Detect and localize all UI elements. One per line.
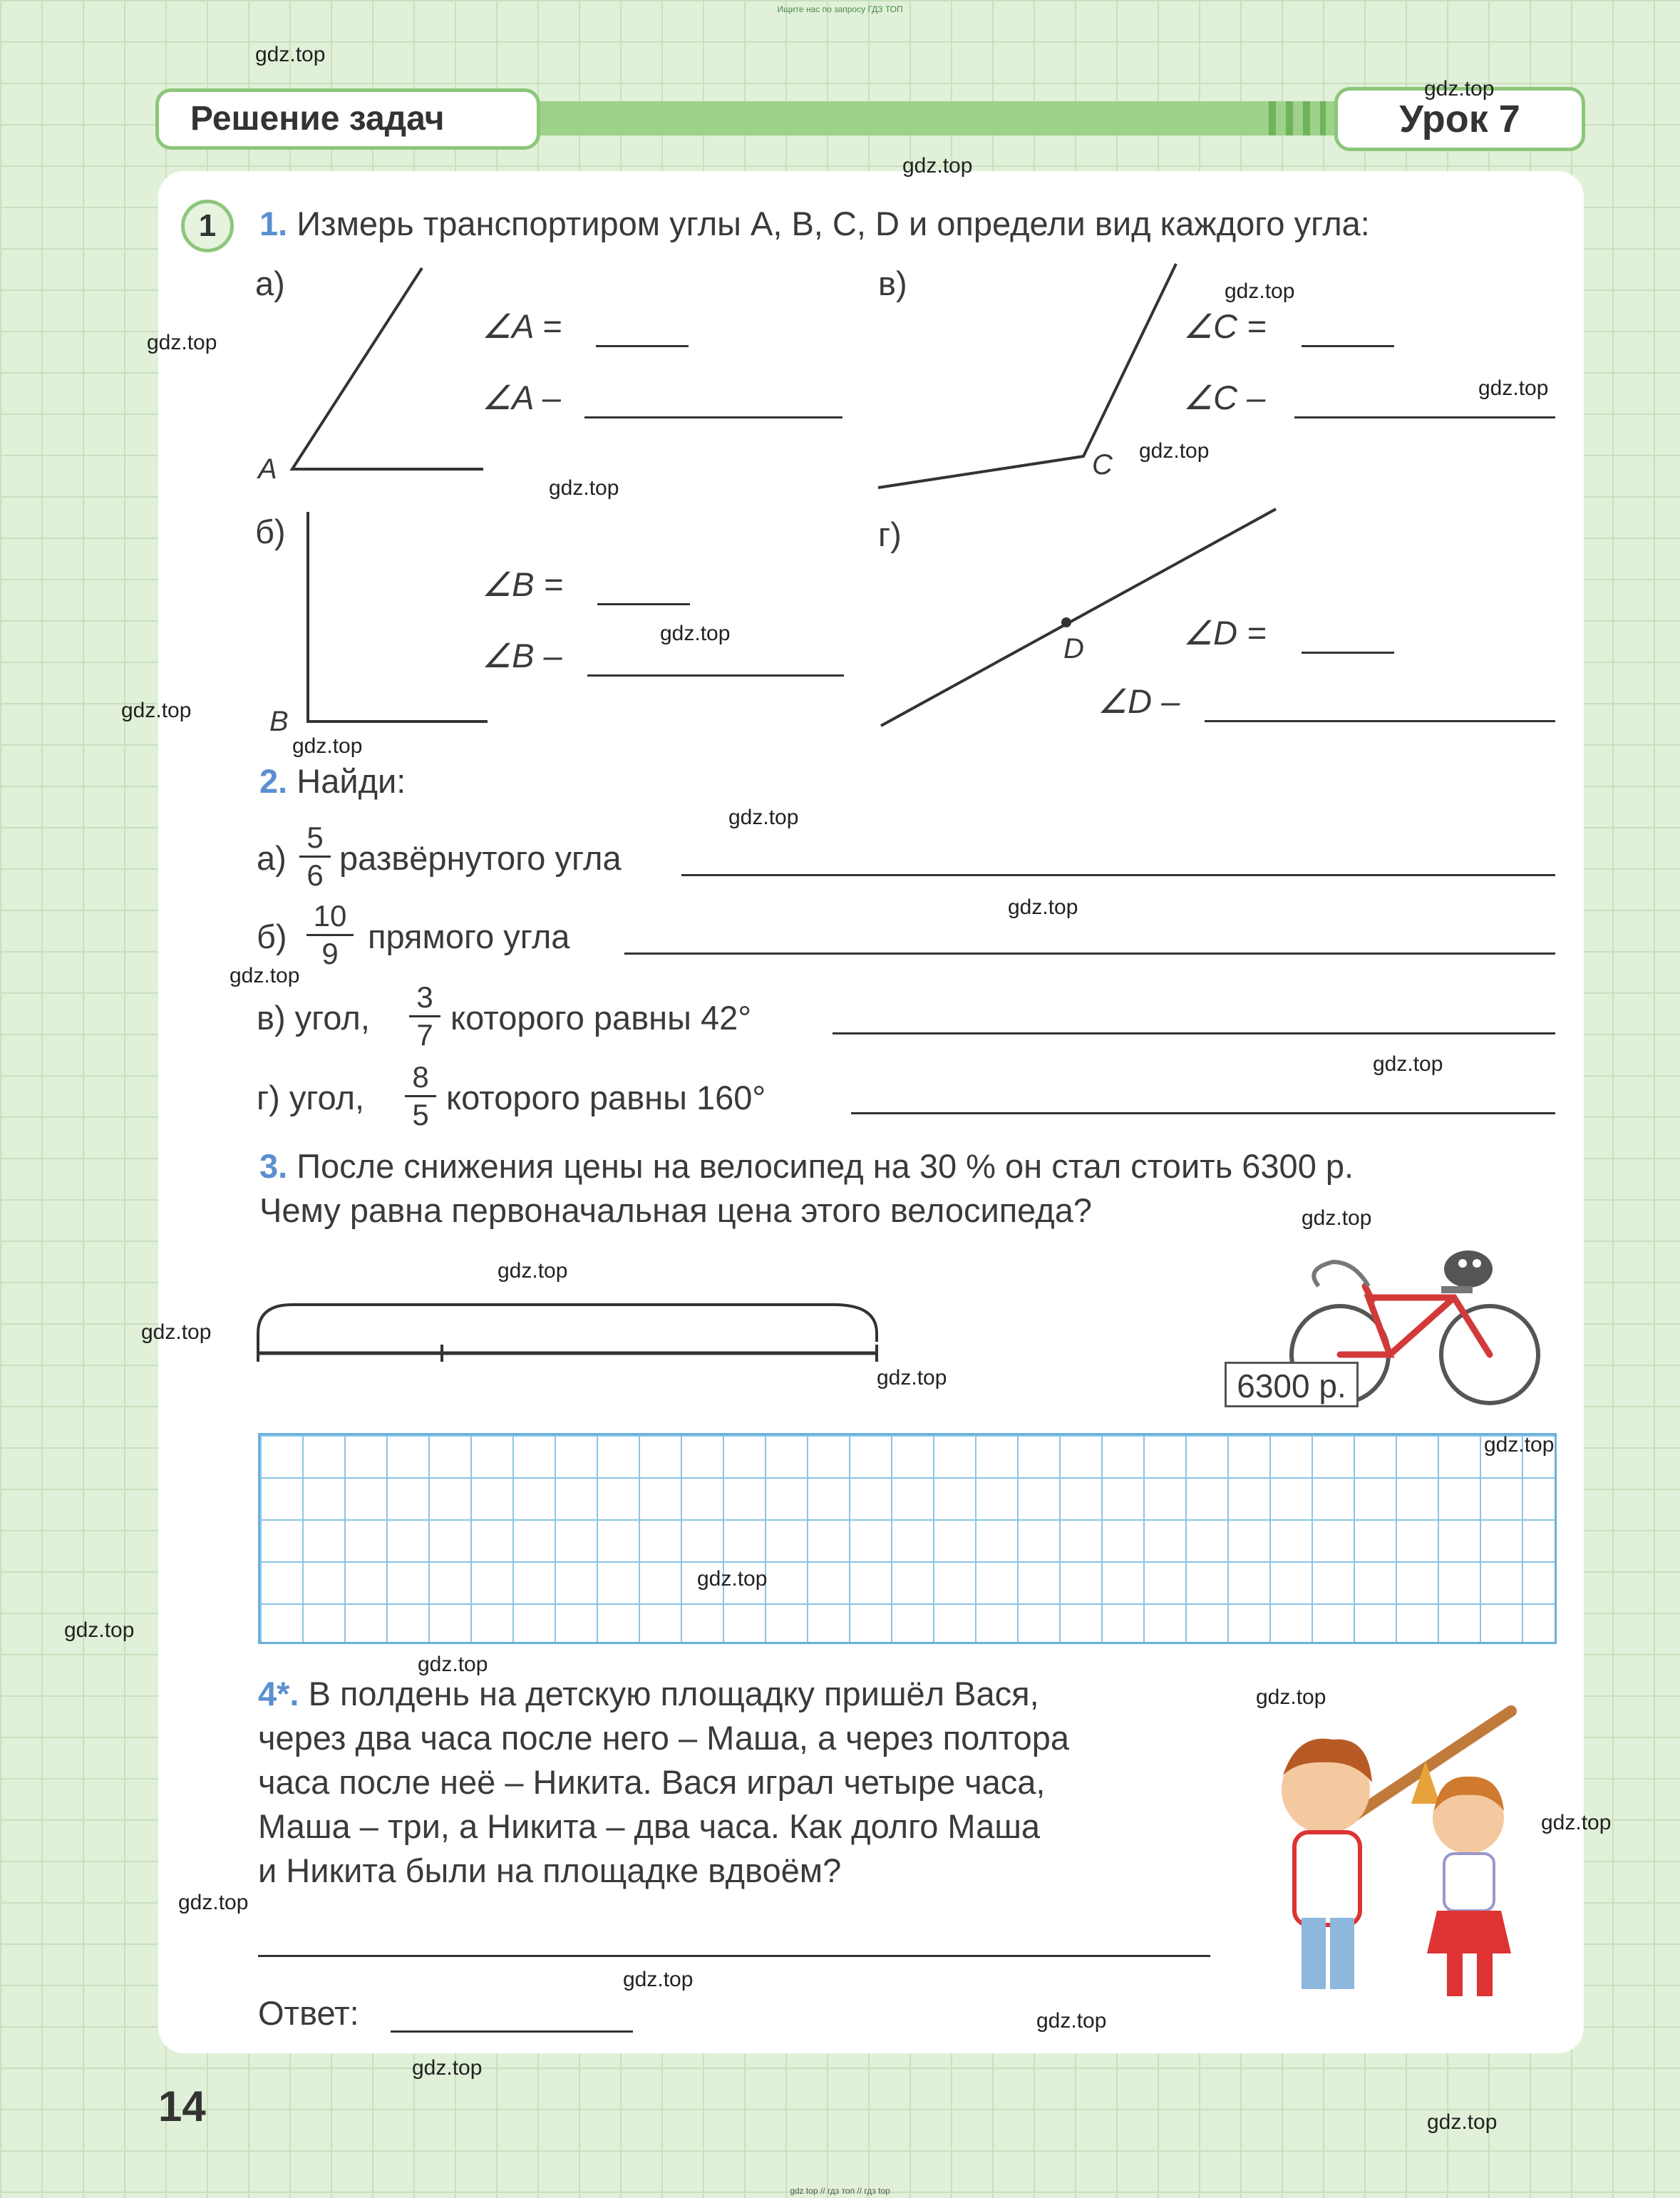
task2g-label: г) угол,	[257, 1079, 365, 1116]
watermark: gdz.top	[549, 476, 619, 500]
angle-c-kind: ∠C –	[1183, 379, 1266, 416]
page-number: 14	[158, 2083, 206, 2130]
watermark: gdz.top	[1424, 77, 1495, 101]
task2b-blank[interactable]	[624, 952, 1555, 955]
angle-b-measure-blank[interactable]	[597, 603, 690, 605]
part-v-label: в)	[878, 265, 907, 302]
task2v-den: 7	[416, 1018, 433, 1052]
angle-c-kind-blank[interactable]	[1294, 416, 1555, 418]
watermark: gdz.top	[877, 1366, 947, 1390]
watermark: gdz.top	[1484, 1433, 1555, 1457]
watermark: gdz.top	[1225, 279, 1295, 303]
angle-a-measure: ∠A =	[482, 307, 562, 345]
angle-d-kind: ∠D –	[1098, 682, 1180, 720]
watermark: gdz.top	[230, 964, 300, 987]
price-tag: 6300 р.	[1225, 1362, 1359, 1407]
watermark: gdz.top	[141, 1320, 212, 1344]
task3-line1	[259, 1146, 1354, 1186]
watermark: gdz.top	[902, 154, 973, 178]
segment-diagram	[249, 1298, 891, 1369]
task2v-label: в) угол,	[257, 999, 370, 1037]
task2b-den: 9	[321, 937, 339, 970]
vertex-d: D	[1063, 633, 1084, 664]
lesson-label: Урок 7	[1334, 87, 1585, 151]
watermark: gdz.top	[1008, 895, 1078, 919]
watermark: gdz.top	[178, 1891, 249, 1914]
watermark: gdz.top	[498, 1259, 568, 1283]
watermark: gdz.top	[292, 734, 363, 758]
task2v-fraction	[409, 981, 440, 1052]
part-a-label: а)	[255, 265, 285, 302]
task2b-text: прямого угла	[368, 918, 570, 955]
watermark: gdz.top	[1256, 1685, 1326, 1709]
watermark: gdz.top	[255, 43, 326, 66]
angle-c-measure: ∠C =	[1183, 307, 1267, 345]
angle-b-kind-blank[interactable]	[587, 674, 844, 677]
task2b-fraction	[306, 900, 354, 970]
vertex-b: B	[269, 706, 289, 737]
watermark: gdz.top	[1139, 439, 1210, 463]
vertex-a: A	[258, 453, 277, 485]
page-title: Решение задач	[155, 88, 540, 150]
angle-c-measure-blank[interactable]	[1302, 345, 1394, 347]
watermark: gdz.top	[660, 622, 731, 645]
angle-a-measure-blank[interactable]	[596, 345, 689, 347]
task2v-blank[interactable]	[833, 1032, 1555, 1034]
task3-text: После снижения цены на велосипед на 30 % он стал стоить 6300 р.	[297, 1147, 1354, 1185]
angle-d-kind-blank[interactable]	[1205, 720, 1555, 722]
task3-line2: Чему равна первоначальная цена этого велосипеда?	[259, 1191, 1092, 1229]
task2g-text: которого равны 160°	[446, 1079, 766, 1116]
task2v-num: 3	[416, 980, 433, 1014]
angle-a-kind: ∠A –	[482, 379, 561, 416]
task2a-text: развёрнутого угла	[339, 839, 622, 877]
watermark: gdz.top	[64, 1618, 135, 1642]
angles-drawing	[0, 0, 1680, 784]
watermark: gdz.top	[1373, 1052, 1443, 1076]
angle-b-kind: ∠B –	[482, 637, 562, 674]
watermark: gdz.top	[1541, 1811, 1612, 1834]
task4-number: 4*.	[258, 1675, 299, 1712]
angle-c-lines	[878, 264, 1176, 488]
task4-line3: часа после неё – Никита. Вася играл четыре часа,	[258, 1763, 1046, 1801]
task4-line2: через два часа после него – Маша, а через полтора	[258, 1719, 1070, 1757]
watermark: gdz.top	[418, 1653, 488, 1676]
watermark: gdz.top	[121, 699, 192, 722]
kids-illustration	[1254, 1697, 1568, 2010]
task4-line4: Маша – три, а Никита – два часа. Как долго Маша	[258, 1807, 1041, 1845]
task2g-num: 8	[412, 1060, 429, 1094]
angle-a-kind-blank[interactable]	[584, 416, 842, 418]
watermark: gdz.top	[623, 1968, 694, 1991]
task2-number: 2.	[259, 762, 288, 800]
watermark: gdz.top	[1427, 2110, 1498, 2134]
watermark: gdz.top	[1302, 1206, 1372, 1230]
angle-b-measure: ∠B =	[482, 565, 563, 603]
watermark: gdz.top	[1036, 2009, 1107, 2033]
watermark: gdz.top	[412, 2056, 483, 2080]
section-number: 1	[181, 200, 234, 252]
watermark: gdz.top	[147, 331, 217, 354]
task4-line5: и Никита были на площадке вдвоём?	[258, 1852, 842, 1889]
angle-d-measure: ∠D =	[1183, 614, 1267, 652]
task2a-num: 5	[306, 821, 324, 854]
bottom-note: gdz top // гдз топ // гдз top	[790, 2186, 890, 2196]
task2a-fraction	[299, 821, 331, 892]
watermark: gdz.top	[728, 806, 799, 829]
watermark: gdz.top	[1478, 376, 1549, 400]
task2a-blank[interactable]	[681, 874, 1555, 876]
task2g-den: 5	[412, 1098, 429, 1131]
task2a-den: 6	[306, 858, 324, 892]
point-d	[1061, 617, 1071, 627]
task2g-fraction	[405, 1061, 436, 1131]
task4-line1	[258, 1674, 1039, 1713]
part-g-label: г)	[878, 515, 902, 553]
task3-number: 3.	[259, 1147, 288, 1185]
task4-text-1: В полдень на детскую площадку пришёл Вася,	[308, 1675, 1039, 1712]
angle-a-lines	[292, 268, 483, 469]
angle-b-lines	[308, 512, 488, 721]
squared-work-area[interactable]	[258, 1433, 1557, 1644]
task2b-num: 10	[313, 899, 347, 933]
angle-d-measure-blank[interactable]	[1302, 652, 1394, 654]
answer-label: Ответ:	[258, 1994, 359, 2032]
task2a-label: а)	[257, 839, 287, 877]
part-b-label: б)	[255, 513, 286, 550]
task1-text: Измерь транспортиром углы A, B, C, D и определи вид каждого угла:	[297, 205, 1370, 242]
task4-solution-blank[interactable]	[258, 1955, 1210, 1957]
answer-blank[interactable]	[391, 2030, 633, 2033]
task2-heading	[259, 761, 406, 801]
top-note: Ищите нас по запросу ГДЗ ТОП	[777, 4, 903, 14]
watermark: gdz.top	[697, 1567, 768, 1591]
task2v-text: которого равны 42°	[450, 999, 752, 1037]
task2-text: Найди:	[297, 762, 406, 800]
task1-number: 1.	[259, 205, 288, 242]
task2b-label: б)	[257, 918, 287, 955]
vertex-c: C	[1092, 449, 1113, 481]
task2g-blank[interactable]	[851, 1112, 1555, 1114]
